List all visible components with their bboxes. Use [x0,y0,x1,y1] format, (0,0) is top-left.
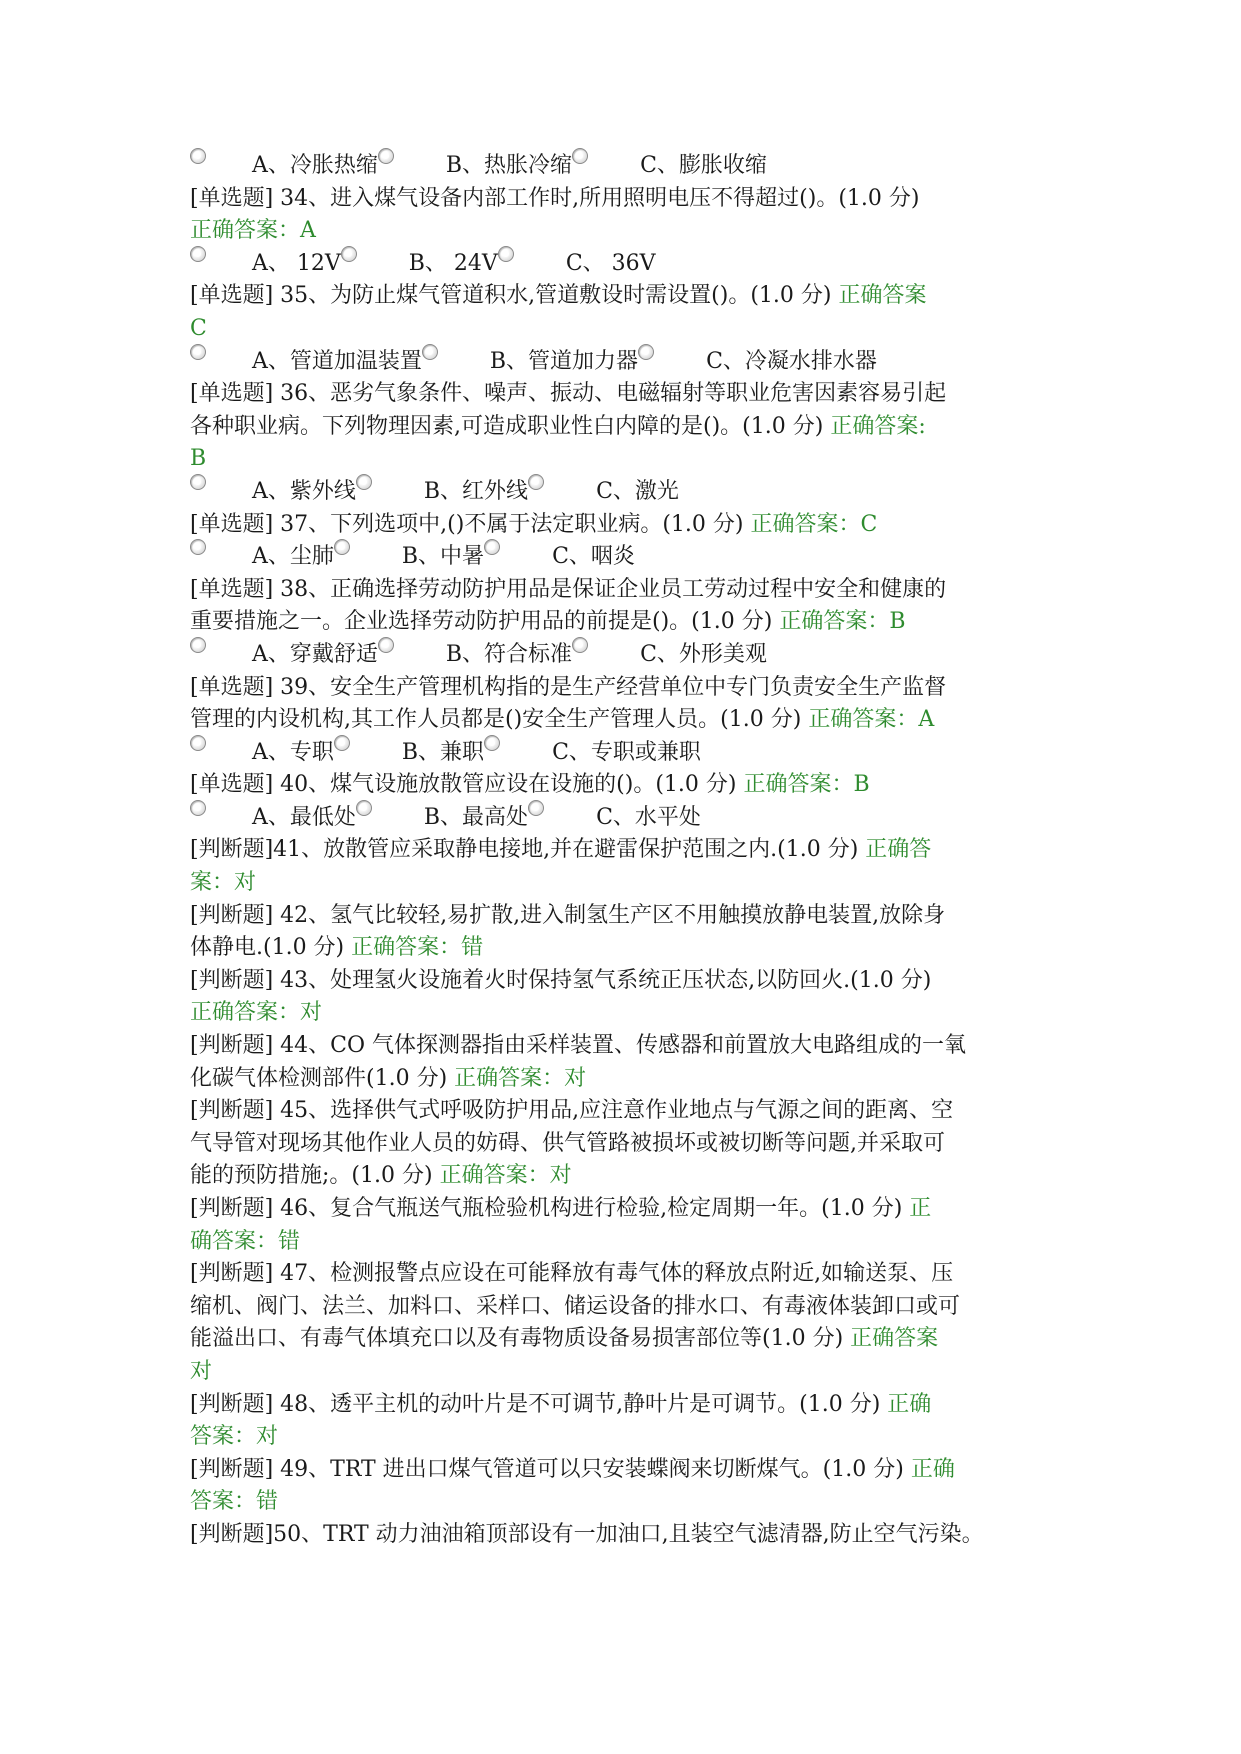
question-text: [单选题] 36、恶劣气象条件、噪声、振动、电磁辐射等职业危害因素容易引起 [190,381,947,407]
question-text-part: 重要措施之一。企业选择劳动防护用品的前提是()。(1.0 分) [190,609,780,635]
question-text: [单选题] 34、进入煤气设备内部工作时,所用照明电压不得超过()。(1.0 分) [190,185,920,211]
answer-text: 正确答案：对 [454,1065,587,1091]
option-label: B、 24V [408,250,498,276]
judgment-text [190,1389,1070,1422]
question-text [190,769,1070,802]
option-label: C、专职或兼职 [552,739,701,765]
answer-text: 正确答案：对 [190,1000,323,1026]
option-label: C、膨胀收缩 [640,153,767,178]
question-text: [单选题] 38、正确选择劳动防护用品是保证企业员工劳动过程中安全和健康的 [190,576,947,602]
question-text-part: [单选题] 40、煤气设施放散管应设在设施的()。(1.0 分) [190,772,744,798]
judgment-text: [判断题] 45、选择供气式呼吸防护用品,应注意作业地点与气源之间的距离、空 [190,1098,954,1124]
question-text [190,411,1070,444]
option-label: C、冷凝水排水器 [706,348,877,374]
judgment-text-part: [判断题] 48、透平主机的动叶片是不可调节,静叶片是可调节。(1.0 分) [190,1391,888,1417]
judgment-text-part: 能的预防措施;。(1.0 分) [190,1163,440,1189]
answer-text: 正确 [887,1391,932,1417]
judgment-text [190,1193,1070,1226]
option-label: A、最低处 [252,804,356,830]
judgment-text [190,1063,1070,1096]
radio-option-a[interactable] [190,246,206,262]
radio-option-a[interactable] [190,800,206,816]
judgment-text-part: [判断题] 46、复合气瓶送气瓶检验机构进行检验,检定周期一年。(1.0 分) [190,1196,910,1221]
judgment-text: 缩机、阀门、法兰、加料口、采样口、储运设备的排水口、有毒液体装卸口或可 [190,1293,961,1319]
radio-option-a[interactable] [190,539,206,555]
radio-option-c[interactable] [572,148,588,164]
option-label: B、兼职 [401,739,485,765]
answer-text: 对 [190,1358,213,1384]
answer-text: 正 [909,1196,932,1221]
option-label: A、紫外线 [252,478,356,504]
answer-text: 正确答案：C [750,511,878,537]
radio-option-a[interactable] [190,148,206,164]
judgment-text-part: [判断题]41、放散管应采取静电接地,并在避雷保护范围之内.(1.0 分) [190,837,866,863]
answer-text: 正确答案：A [808,707,935,733]
answer-text: 正确答 [865,837,932,863]
judgment-text [190,834,1070,867]
radio-option-b[interactable] [334,735,350,751]
option-label: A、穿戴舒适 [252,641,378,667]
question-text: [单选题] 39、安全生产管理机构指的是生产经营单位中专门负责安全生产监督 [190,674,947,700]
answer-text: 正确 [910,1456,955,1482]
question-text-part: 管理的内设机构,其工作人员都是()安全生产管理人员。(1.0 分) [190,707,809,733]
question-text-part: [单选题] 35、为防止煤气管道积水,管道敷设时需设置()。(1.0 分) [190,283,839,309]
radio-option-b[interactable] [334,539,350,555]
option-label: C、水平处 [596,804,701,830]
option-label: B、符合标准 [445,641,573,667]
answer-text: 正确答案：错 [351,935,484,961]
radio-option-b[interactable] [378,637,394,653]
answer-text: 答案：对 [190,1424,279,1450]
option-label: B、最高处 [423,804,529,830]
option-label: B、热胀冷缩 [445,153,573,178]
radio-option-c[interactable] [572,637,588,653]
judgment-text: [判断题] 47、检测报警点应设在可能释放有毒气体的释放点附近,如输送泵、压 [190,1261,954,1287]
question-text [190,606,1070,639]
radio-option-c[interactable] [498,246,514,262]
answer-text: 正确答案 [850,1326,939,1352]
q33-options [190,150,1070,183]
judgment-text: [判断题] 43、处理氢火设施着火时保持氢气系统正压状态,以防回火.(1.0 分) [190,967,932,993]
answer-text: 正确答案：对 [439,1163,572,1189]
q39-options [190,737,1070,770]
option-label: C、咽炎 [552,544,635,570]
radio-option-b[interactable] [356,474,372,490]
option-label: B、管道加力器 [489,348,639,374]
option-label: B、红外线 [423,478,529,504]
answer-text: 正确答案 [838,283,927,309]
judgment-text [190,1454,1070,1487]
option-label: B、中暑 [401,544,485,570]
judgment-text: 气导管对现场其他作业人员的妨碍、供气管路被损坏或被切断等问题,并采取可 [190,1130,945,1156]
judgment-text-part: 能溢出口、有毒气体填充口以及有毒物质设备易损害部位等(1.0 分) [190,1326,851,1352]
judgment-text: [判断题]50、TRT 动力油油箱顶部设有一加油口,且装空气滤清器,防止空气污染。 [190,1521,984,1547]
question-text-part: [单选题] 37、下列选项中,()不属于法定职业病。(1.0 分) [190,511,751,537]
radio-option-a[interactable] [190,735,206,751]
option-label: C、 36V [565,250,656,276]
q34-options [190,248,1070,281]
answer-text: 案：对 [190,870,257,896]
answer-text: B [190,446,207,472]
answer-text: 正确答案：A [190,218,316,244]
radio-option-c[interactable] [638,344,654,360]
judgment-text: [判断题] 42、氢气比较轻,易扩散,进入制氢生产区不用触摸放静电装置,放除身 [190,902,946,928]
radio-option-b[interactable] [378,148,394,164]
radio-option-b[interactable] [356,800,372,816]
q37-options [190,541,1070,574]
radio-option-a[interactable] [190,344,206,360]
radio-option-c[interactable] [484,539,500,555]
option-label: A、冷胀热缩 [252,153,378,178]
question-text [190,704,1070,737]
radio-option-b[interactable] [422,344,438,360]
option-label: C、激光 [596,478,679,504]
radio-option-a[interactable] [190,637,206,653]
option-label: A、管道加温装置 [252,348,422,374]
option-label: A、 12V [252,250,341,276]
answer-text: 确答案：错 [190,1228,301,1254]
answer-text: 正确答案：B [743,772,870,798]
judgment-text [190,1323,1070,1356]
judgment-text-part: [判断题] 49、TRT 进出口煤气管道可以只安装蝶阀来切断煤气。(1.0 分) [190,1456,911,1482]
judgment-text-part: 体静电.(1.0 分) [190,935,352,961]
q40-options [190,802,1070,835]
q38-options [190,639,1070,672]
option-label: C、外形美观 [640,641,767,667]
option-label: A、尘肺 [252,544,334,570]
radio-option-b[interactable] [341,246,357,262]
answer-text: 正确答案: [830,413,926,439]
option-label: A、专职 [252,739,334,765]
judgment-text: [判断题] 44、CO 气体探测器指由采样装置、传感器和前置放大电路组成的一氧 [190,1033,967,1059]
judgment-text [190,1160,1070,1193]
answer-text: C [190,315,207,341]
answer-text: 答案：错 [190,1489,279,1515]
question-text [190,280,1070,313]
radio-option-c[interactable] [528,800,544,816]
exam-content [190,150,1070,1552]
judgment-text [190,932,1070,965]
q35-options [190,346,1070,379]
judgment-text-part: 化碳气体检测部件(1.0 分) [190,1065,455,1091]
question-text-part: 各种职业病。下列物理因素,可造成职业性白内障的是()。(1.0 分) [190,413,831,439]
q36-options [190,476,1070,509]
question-text [190,509,1070,542]
radio-option-c[interactable] [484,735,500,751]
radio-option-a[interactable] [190,474,206,490]
radio-option-c[interactable] [528,474,544,490]
answer-text: 正确答案：B [779,609,906,635]
